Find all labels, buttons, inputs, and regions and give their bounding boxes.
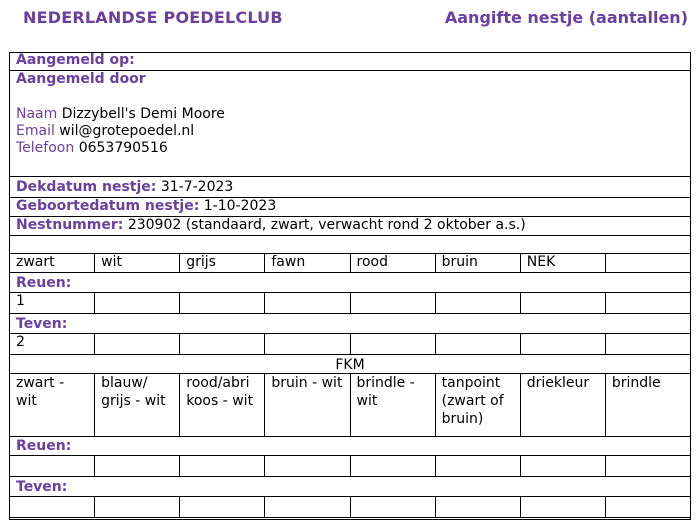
aangemeld-op-row xyxy=(9,52,691,71)
count-cell xyxy=(350,496,435,518)
nestnummer-label: Nestnummer: xyxy=(16,217,124,233)
colors-row-2 xyxy=(10,374,691,437)
club-name: NEDERLANDSE POEDELCLUB xyxy=(23,8,283,27)
count-cell xyxy=(605,292,690,314)
count-cell xyxy=(180,496,265,518)
telefoon-value: 0653790516 xyxy=(78,140,168,156)
count-cell xyxy=(180,455,265,477)
geboortedatum-label: Geboortedatum nestje: xyxy=(16,198,200,214)
count-cell xyxy=(520,496,605,518)
colors-row-1 xyxy=(10,253,691,273)
count-cell xyxy=(435,455,520,477)
count-cell xyxy=(180,292,265,314)
table-row xyxy=(10,496,691,518)
reuen-counts-2 xyxy=(9,455,691,477)
aangemeld-op-label: Aangemeld op: xyxy=(16,52,135,68)
count-cell xyxy=(10,455,95,477)
teven-label: Teven: xyxy=(16,479,68,495)
count-cell xyxy=(265,292,350,314)
count-cell xyxy=(350,292,435,314)
color-table-1 xyxy=(9,253,691,273)
count-cell: 2 xyxy=(10,333,95,355)
count-cell xyxy=(350,333,435,355)
color-cell: rood xyxy=(350,253,435,273)
reuen-label: Reuen: xyxy=(16,438,72,454)
naam-value: Dizzybell's Demi Moore xyxy=(61,106,225,122)
teven-label: Teven: xyxy=(16,316,68,332)
geboortedatum-value: 1-10-2023 xyxy=(203,198,277,214)
color-cell: zwart - wit xyxy=(10,374,95,437)
count-cell xyxy=(435,292,520,314)
count-cell xyxy=(265,496,350,518)
dekdatum-value: 31-7-2023 xyxy=(160,179,234,195)
telefoon-line xyxy=(16,140,691,157)
form-title: Aangifte nestje (aantallen) xyxy=(444,8,688,27)
reuen-label: Reuen: xyxy=(16,275,72,291)
color-cell: bruin xyxy=(435,253,520,273)
nestnummer-value: 230902 (standaard, zwart, verwacht rond 2 oktober a.s.) xyxy=(127,217,526,233)
aangemeld-door-label: Aangemeld door xyxy=(16,71,146,87)
color-cell: bruin - wit xyxy=(265,374,350,437)
telefoon-label: Telefoon xyxy=(16,140,75,156)
count-cell xyxy=(605,333,690,355)
email-value: wil@grotepoedel.nl xyxy=(59,123,195,139)
count-cell: 1 xyxy=(10,292,95,314)
count-cell xyxy=(95,333,180,355)
teven-counts-1 xyxy=(9,333,691,355)
count-cell xyxy=(435,496,520,518)
naam-line xyxy=(16,106,691,123)
count-cell xyxy=(520,292,605,314)
table-row xyxy=(10,333,691,355)
color-cell: brindle - wit xyxy=(350,374,435,437)
count-cell xyxy=(520,455,605,477)
count-cell xyxy=(350,455,435,477)
color-cell: wit xyxy=(95,253,180,273)
teven-row-1 xyxy=(9,315,691,334)
color-cell: blauw/ grijs - wit xyxy=(95,374,180,437)
table-row xyxy=(10,455,691,477)
count-cell xyxy=(605,496,690,518)
table-row xyxy=(10,292,691,314)
count-cell xyxy=(95,496,180,518)
color-cell: driekleur xyxy=(520,374,605,437)
fkm-label: FKM xyxy=(335,357,365,373)
color-cell: fawn xyxy=(265,253,350,273)
naam-label: Naam xyxy=(16,106,58,122)
count-cell xyxy=(265,455,350,477)
email-label: Email xyxy=(16,123,55,139)
color-cell: grijs xyxy=(180,253,265,273)
color-cell: NEK xyxy=(520,253,605,273)
fkm-row xyxy=(9,356,691,374)
email-line xyxy=(16,123,691,140)
count-cell xyxy=(435,333,520,355)
reuen-counts-1 xyxy=(9,292,691,314)
teven-counts-2 xyxy=(9,496,691,518)
color-cell: tanpoint (zwart of bruin) xyxy=(435,374,520,437)
geboortedatum-row xyxy=(9,198,691,217)
count-cell xyxy=(95,292,180,314)
reuen-row-1 xyxy=(9,274,691,293)
count-cell xyxy=(95,455,180,477)
count-cell xyxy=(180,333,265,355)
color-cell: zwart xyxy=(10,253,95,273)
count-cell xyxy=(520,333,605,355)
dekdatum-row xyxy=(9,177,691,198)
color-table-2 xyxy=(9,374,691,437)
reuen-row-2 xyxy=(9,437,691,456)
count-cell xyxy=(265,333,350,355)
spacer-row xyxy=(9,236,691,254)
count-cell xyxy=(605,455,690,477)
dekdatum-label: Dekdatum nestje: xyxy=(16,179,157,195)
color-cell: rood/abri koos - wit xyxy=(180,374,265,437)
color-cell xyxy=(605,253,690,273)
nestnummer-row xyxy=(9,217,691,236)
aangemeld-door-section xyxy=(9,71,691,177)
teven-row-2 xyxy=(9,478,691,497)
count-cell xyxy=(10,496,95,518)
color-cell: brindle xyxy=(605,374,690,437)
